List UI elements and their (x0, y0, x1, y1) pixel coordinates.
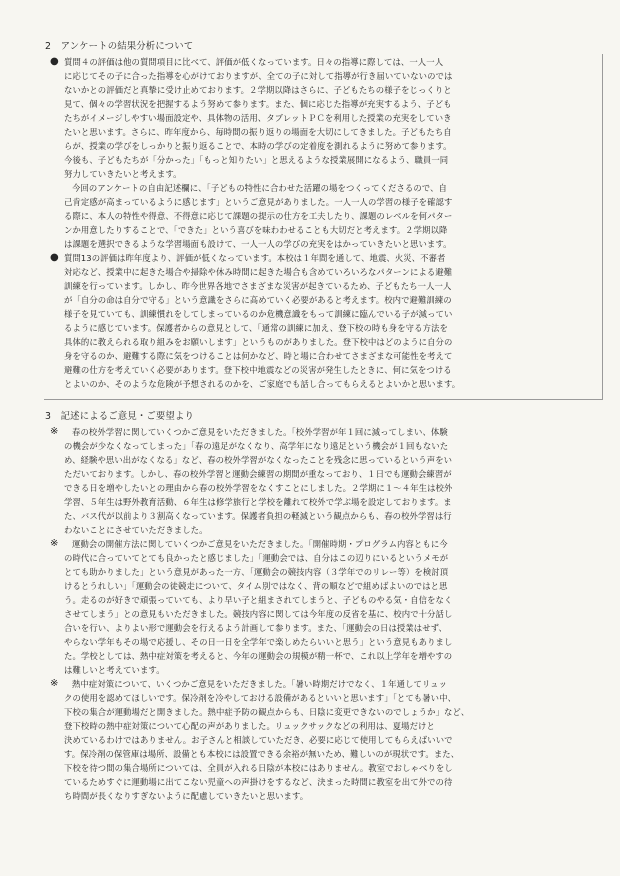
section-3-line: 下校の集合が運動場だと開きました。熱中症予防の観点からも、日陰に変更できないのでしょうか」など、 (64, 707, 470, 717)
section-3-line: の時代に合っていてとても良かったと感じました」「運動会では、自分はこの辺りにいるというメモが (64, 553, 449, 563)
section-2-line: 避難の仕方を考えていく必要があります。登下校中地震などの災害が発生したときに、何に気をつける (64, 365, 452, 375)
bullet-icon: ● (50, 56, 59, 67)
section-3-line: 決めているわけではありません。お子さんと相談していただき、必要に応じて使用してもらえばいいで (64, 735, 453, 745)
section-2-line: 様子を見ていても、訓練慣れをしてしまっているのか危機意識をもって訓練に臨んでいる子が減ってい (64, 309, 453, 319)
section-3-line: やらない学年もその場で応援し、その日一日を全学年で楽しめたらいいと思う」という意見もありまし (64, 637, 453, 647)
section-2-line: ンか用意したりすることで、「できた」という喜びを味わわせることも大切だと考えます。２学期以降 (64, 225, 448, 235)
section-2-line: 己肯定感が高まっているように感じます」というご意見がありました。一人一人の学習の様子を確認す (64, 197, 453, 207)
section-3-line: ち時間が長くなりすぎないように配慮していきたいと思います。 (64, 791, 309, 801)
section-2-line: は課題を選択できるような学習場面も設けて、一人一人の学びの充実をはかっていきたいと思います。 (64, 239, 452, 249)
section-3-line: クの使用を認めてほしいです。保冷剤を冷やしておける設備があるといいと思います」「とても暑い中、 (64, 693, 457, 703)
section-2-line: ないかとの評価だと真摯に受け止めております。２学期以降はさらに、子どもたちの様子をじっくりと (64, 85, 452, 95)
note-mark-icon: ※ (50, 678, 59, 689)
section-2-line: 身を守るのか、避難する際に気をつけることは何かなど、時と場に合わせてさまざまな可能性を考えて (64, 351, 453, 361)
section-2-line: が「自分の命は自分で守る」という意識をさらに高めていく必要があると考えます。校内で避難訓練の (64, 295, 452, 305)
section-2-line: 訓練を行っています。しかし、昨今世界各地でさまざまな災害が起きているため、子どもたち一人一人 (64, 281, 452, 291)
section-3-heading: 3 記述によるご意見・ご要望より (45, 411, 194, 422)
section-3-line: 合いを行い、よりよい形で運動会を行えるよう計画して参ります。また、「運動会の日は授業はせず、 (64, 623, 447, 633)
bullet-icon: ● (50, 252, 59, 263)
section-2-line: 質問13の評価は昨年度より、評価が低くなっています。本校は１年間を通して、地震、火災、不審者 (64, 253, 446, 263)
section-2-line: 対応など、授業中に起きた場合や掃除や休み時間に起きた場合も含めていろいろなパターンによる避難 (64, 267, 453, 277)
section-2-line: 今後も、子どもたちが「分かった」「もっと知りたい」と思えるような授業展開になるよう、職員一同 (64, 155, 449, 165)
section-3-line: 運動会の開催方法に関していくつかご意見をいただきました。「開催時期・プログラム内容ともに今 (72, 539, 448, 549)
section-2-line: 今回のアンケートの自由記述欄に、「子どもの特性に合わせた活躍の場をつくってくださるので、自 (72, 183, 447, 193)
section-2-line: るように感じています。保護者からの意見として、「通常の訓練に加え、登下校の時も身を守る方法を (64, 323, 448, 333)
section-2-heading: 2 アンケートの結果分析について (45, 41, 194, 52)
section-2-line: たいと思います。さらに、昨年度から、毎時間の振り返りの場面を大切にしてきました。子どもたち自 (64, 127, 452, 137)
section-2-line: 具体的に教えられる取り組みをお願いします」というものがありました。登下校中はどのように自分の (64, 337, 453, 347)
section-3-line: ているためすぐに運動場に出てこない児童への声掛けをするなど、決まった時間に教室を出て外での待 (64, 777, 453, 787)
section-3-line: 学習、５年生は野外教育活動、６年生は修学旅行と学校を離れて校外で学ぶ場を設定しております。ま (64, 497, 452, 507)
section-2-line: らが、授業の学びをしっかりと振り返ることで、本時の学びの定着度を測れるように努めて参ります。 (64, 141, 452, 151)
note-mark-icon: ※ (50, 538, 59, 549)
section-2-line: とよいのか、そのような危険が予想されるのかを、ご家庭でも話し合ってもらえるとよいかと思います。 (64, 379, 461, 389)
section-3-line: は難しいと考えています。 (64, 665, 165, 675)
section-2-line: たちがイメージしやすい場面設定や、具体物の活用、タブレットＰＣを利用した授業の充実をしていき (64, 113, 452, 123)
section-3-line: 熱中症対策について、いくつかご意見をいただきました。「暑い時期だけでなく、１年通してリュッ (72, 679, 448, 689)
section-3-line: た。学校としては、熱中症対策を考えると、今年の運動会の規模が精一杯で、これ以上学年を増やすの (64, 651, 453, 661)
section-2-line: 努力していきたいと考えます。 (64, 169, 182, 179)
section-2-line: 質問４の評価は他の質問項目に比べて、評価が低くなっています。日々の指導に際しては、一人一人 (64, 57, 444, 67)
section-3-line: 下校を待つ間の集合場所については、全員が入れる日陰が本校にはありません。教室でおしゃべりをし (64, 763, 453, 773)
section-3-line: め、経験や思い出がなくなる」など、春の校外学習がなくなったことを残念に思っているという声をい (64, 455, 453, 465)
section-3-line: 春の校外学習に関していくつかご意見をいただきました。「校外学習が年１回に減ってしまい、体験 (72, 427, 448, 437)
section-3-line: ただいております。しかし、春の校外学習と運動会練習の期間が重なっており、１日でも運動会練習が (64, 469, 452, 479)
section-2-line: 見て、個々の学習状況を把握するよう努めて参ります。また、個に応じた指導が充実するよう、子ども (64, 99, 452, 109)
section-3-line: わないことにさせていただきました。 (64, 525, 208, 535)
note-mark-icon: ※ (50, 426, 59, 437)
section-3-line: けるとうれしい」「運動会の徒競走について、タイム別ではなく、背の順などで組めばよいのではと思 (64, 581, 448, 591)
section-3-line: できる日を増やしたいとの理由から春の校外学習をなくすことにしました。２学期に１～４年生は校外 (64, 483, 453, 493)
section-3-line: う。走るのが好きで頑張っていても、より早い子と組まされてしまうと、子どものやる気・自信をなく (64, 595, 453, 605)
section-3-line: させてしまう」との意見もいただきました。競技内容に関しては今年度の反省を基に、校内で十分話し (64, 609, 453, 619)
section-2-line: る際に、本人の特性や得意、不得意に応じて課題の提示の仕方を工夫したり、課題のレベルを何パター (64, 211, 453, 221)
section-3-line: とても助かりました」という意見があった一方、「運動会の競技内容（３学年でのリレー等）を検討頂 (64, 567, 449, 577)
section-3-line: た、バス代が以前より３割高くなっています。保護者負担の軽減という観点からも、春の校外学習は行 (64, 511, 452, 521)
section-3-line: 登下校時の熱中症対策について心配の声がありました。リュックサックなどの利用は、夏場だけと (64, 721, 435, 731)
section-3-line: の機会が少なくなってしまった」「春の遠足がなくなり、高学年になり遠足という機会が１回もないた (64, 441, 449, 451)
section-3-line: す。保冷剤の保管庫は場所、設備とも本校には設置できる余裕が無いため、難しいのが現状です。また、 (64, 749, 460, 759)
section-2-line: に応じてその子に合った指導を心がけておりますが、全ての子に対して指導が行き届いていないのでは (64, 71, 453, 81)
